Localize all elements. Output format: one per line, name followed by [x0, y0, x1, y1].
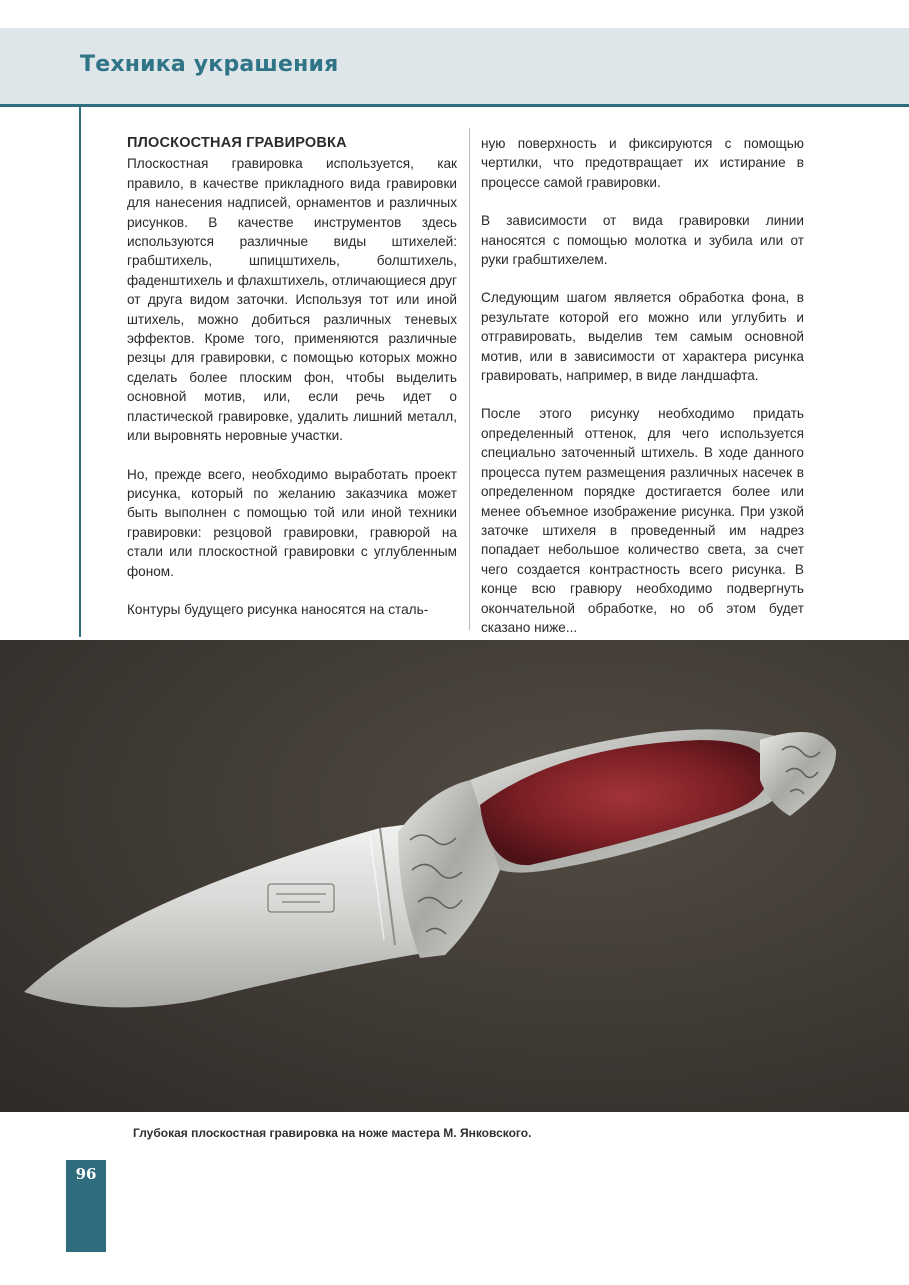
paragraph: Но, прежде всего, необходимо выработать проект рисунка, который по желанию заказчика может быть выполнен с помощью той или иной техники гравировки: резцовой гравировки, гравюрой на стали или плоскостной гравировки с углубленным фоном.	[127, 466, 457, 579]
paragraph: Следующим шагом является обработка фона, в результате которой его можно или углубить и отгравировать, выделив тем самым основной мотив, или в зависимости от характера рисунка гравировать, например, в виде ландшафта.	[481, 290, 804, 384]
page-number: 96	[75, 1165, 97, 1183]
paragraph: После этого рисунку необходимо придать определенный оттенок, для чего используется специально заточенный штихель. В ходе данного процесса путем размещения различных насечек в определенном порядке достигается более или менее объемное изображение рисунка. При узкой заточке штихеля в проведенный им надрез попадает небольшое количество света, за счет чего создается контрастность всего рисунка. В конце всю гравюру необходимо подвергнуть окончательной обработке, но об этом будет сказано ниже...	[481, 406, 804, 635]
section-title: Техника украшения	[80, 52, 339, 77]
left-margin-rule	[79, 107, 81, 637]
knife-illustration	[0, 640, 909, 1112]
knife-photo	[0, 640, 909, 1112]
column-separator	[469, 128, 470, 630]
header-rule	[0, 104, 909, 107]
paragraph: Контуры будущего рисунка наносятся на сталь-	[127, 601, 429, 617]
right-column	[481, 134, 804, 637]
paragraph: ную поверхность и фиксируются с помощью чертилки, что предотвращает их истирание в процессе самой гравировки.	[481, 136, 804, 190]
article-heading: ПЛОСКОСТНАЯ ГРАВИРОВКА	[127, 135, 347, 151]
photo-caption: Глубокая плоскостная гравировка на ноже мастера М. Янковского.	[133, 1126, 532, 1140]
paragraph: В зависимости от вида гравировки линии наносятся с помощью молотка и зубила или от руки грабштихелем.	[481, 213, 804, 268]
paragraph: Плоскостная гравировка используется, как правило, в качестве прикладного вида гравировки для нанесения надписей, орнаментов и различных рисунков. В качестве инструментов здесь используются различные виды штихелей: грабштихель, шпицштихель, болштихель, фаденштихель и флахштихель, отличающиеся друг от друга видом заточки. Используя тот или иной штихель, можно добиться различных теневых эффектов. Кроме того, применяются различные резцы для гравировки, с помощью которых можно сделать более плоским фон, чтобы выделить основной мотив, или, если речь идет о пластической гравировке, удалить лишний металл, или выровнять неровные участки.	[127, 156, 457, 444]
left-column	[127, 134, 457, 619]
